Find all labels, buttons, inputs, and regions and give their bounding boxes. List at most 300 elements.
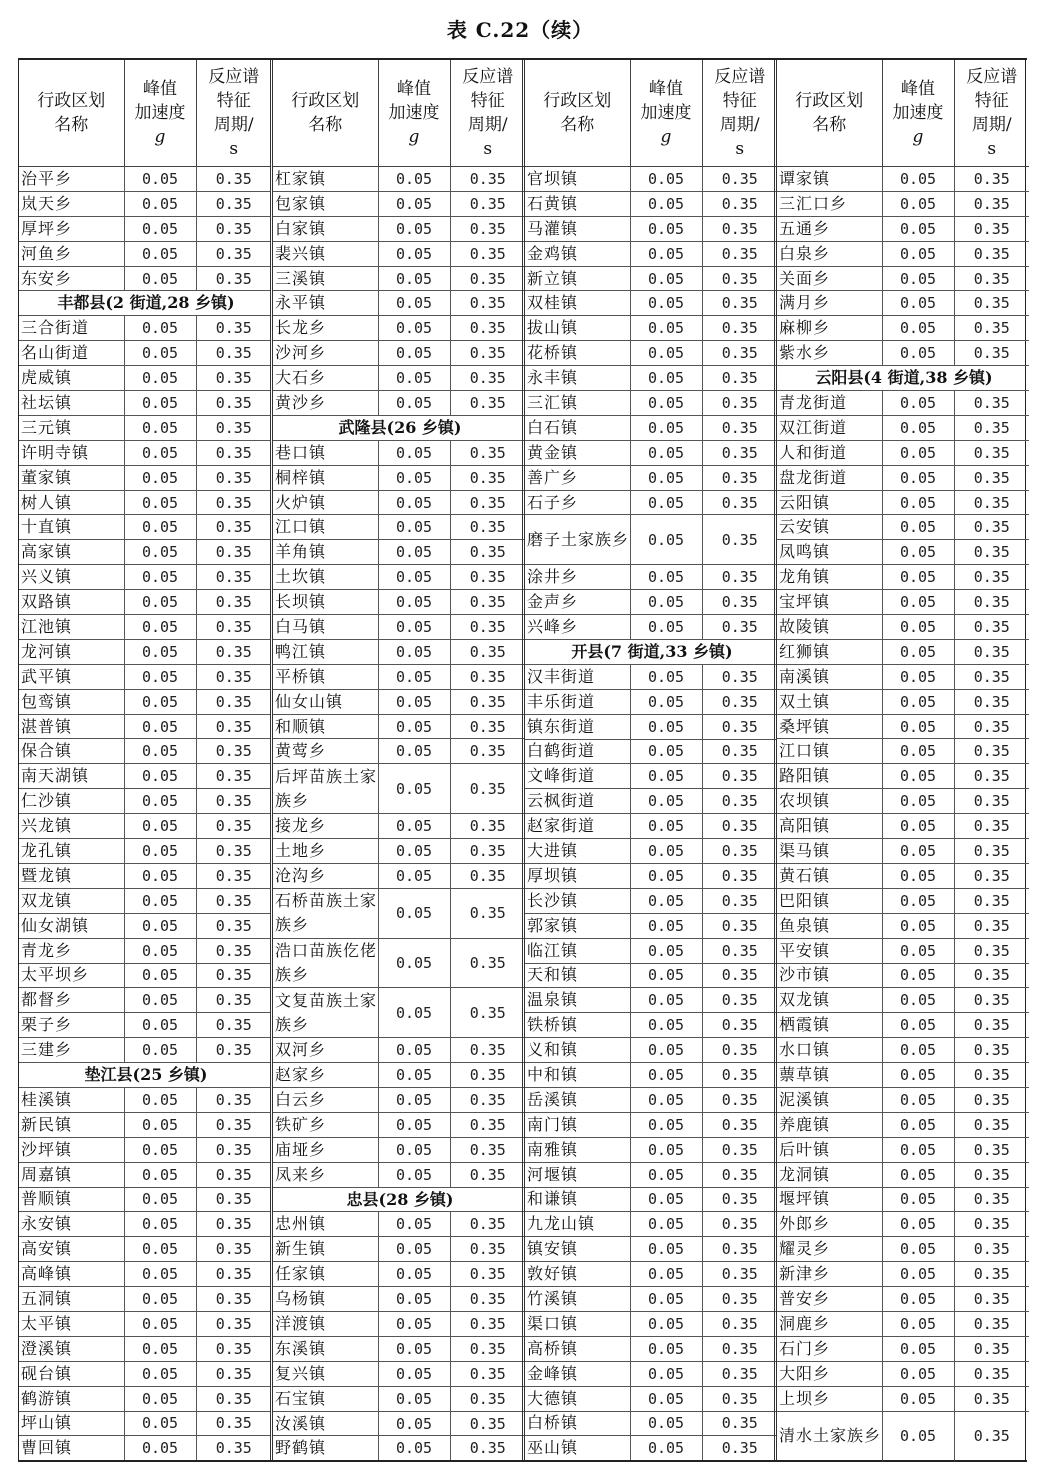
table-row (777, 565, 1029, 590)
characteristic-period: 0.35 (702, 1187, 777, 1212)
division-name: 江池镇 (19, 615, 124, 640)
table-row (273, 241, 525, 266)
header-row (273, 60, 525, 167)
peak-acceleration: 0.05 (630, 1162, 702, 1187)
header-name (19, 60, 124, 167)
peak-acceleration: 0.05 (378, 291, 450, 316)
division-name: 高峰镇 (19, 1262, 124, 1287)
division-name: 湛普镇 (19, 714, 124, 739)
peak-acceleration: 0.05 (378, 764, 450, 814)
header-period-unit: s (483, 139, 493, 159)
table-row (273, 1336, 525, 1361)
peak-acceleration: 0.05 (124, 714, 196, 739)
peak-acceleration: 0.05 (124, 789, 196, 814)
characteristic-period: 0.35 (954, 1287, 1029, 1312)
characteristic-period: 0.35 (196, 739, 271, 764)
peak-acceleration: 0.05 (882, 639, 954, 664)
table-row (273, 1237, 525, 1262)
peak-acceleration: 0.05 (378, 1262, 450, 1287)
characteristic-period: 0.35 (450, 814, 525, 839)
characteristic-period: 0.35 (196, 988, 271, 1013)
table-row (273, 938, 525, 988)
peak-acceleration: 0.05 (124, 764, 196, 789)
peak-acceleration: 0.05 (124, 1386, 196, 1411)
table-row (525, 1187, 777, 1212)
table-row (19, 714, 271, 739)
peak-acceleration: 0.05 (882, 1112, 954, 1137)
characteristic-period: 0.35 (702, 689, 777, 714)
table-row (273, 1361, 525, 1386)
peak-acceleration: 0.05 (630, 167, 702, 192)
table-row (273, 291, 525, 316)
header-period-text: 周期/ (467, 115, 508, 135)
table-row (273, 839, 525, 864)
table-row (525, 1137, 777, 1162)
characteristic-period: 0.35 (450, 1336, 525, 1361)
table-row (777, 415, 1029, 440)
characteristic-period: 0.35 (450, 465, 525, 490)
division-name: 十直镇 (19, 515, 124, 540)
table-row (777, 1336, 1029, 1361)
characteristic-period: 0.35 (196, 1237, 271, 1262)
table-row (273, 391, 525, 416)
peak-acceleration: 0.05 (124, 888, 196, 913)
characteristic-period: 0.35 (450, 565, 525, 590)
peak-acceleration: 0.05 (882, 1237, 954, 1262)
characteristic-period: 0.35 (196, 1386, 271, 1411)
header-period-text: 反应谱 (966, 67, 1018, 87)
peak-acceleration: 0.05 (882, 1336, 954, 1361)
peak-acceleration: 0.05 (378, 1112, 450, 1137)
characteristic-period: 0.35 (450, 266, 525, 291)
peak-acceleration: 0.05 (630, 1013, 702, 1038)
characteristic-period: 0.35 (450, 1162, 525, 1187)
peak-acceleration: 0.05 (882, 913, 954, 938)
division-name: 乌杨镇 (273, 1287, 378, 1312)
peak-acceleration: 0.05 (630, 490, 702, 515)
peak-acceleration: 0.05 (378, 1137, 450, 1162)
division-name: 洋渡镇 (273, 1312, 378, 1337)
characteristic-period: 0.35 (450, 639, 525, 664)
division-name: 新立镇 (525, 266, 630, 291)
peak-acceleration: 0.05 (630, 341, 702, 366)
division-name: 渠口镇 (525, 1311, 630, 1336)
characteristic-period: 0.35 (196, 814, 271, 839)
peak-acceleration: 0.05 (124, 814, 196, 839)
peak-acceleration: 0.05 (378, 241, 450, 266)
peak-acceleration: 0.05 (882, 1162, 954, 1187)
county-header-row (19, 1063, 271, 1088)
header-period-text: 特征 (470, 91, 505, 111)
characteristic-period: 0.35 (450, 191, 525, 216)
characteristic-period: 0.35 (954, 839, 1029, 864)
division-name: 外郎乡 (777, 1212, 882, 1237)
peak-acceleration: 0.05 (630, 963, 702, 988)
header-pga-unit: g (154, 127, 166, 147)
peak-acceleration: 0.05 (378, 465, 450, 490)
header-pga (630, 60, 702, 167)
table-row (19, 440, 271, 465)
table-row (19, 191, 271, 216)
characteristic-period: 0.35 (954, 814, 1029, 839)
table-row (777, 515, 1029, 540)
division-name: 中和镇 (525, 1063, 630, 1088)
peak-acceleration: 0.05 (378, 1436, 450, 1460)
characteristic-period: 0.35 (954, 1386, 1029, 1411)
characteristic-period: 0.35 (702, 913, 777, 938)
characteristic-period: 0.35 (196, 590, 271, 615)
county-header-row (525, 639, 777, 664)
characteristic-period: 0.35 (450, 1262, 525, 1287)
division-name: 九龙山镇 (525, 1212, 630, 1237)
table-row (525, 863, 777, 888)
peak-acceleration: 0.05 (630, 216, 702, 241)
table-row (777, 341, 1029, 366)
characteristic-period: 0.35 (450, 167, 525, 192)
division-name: 黄石镇 (777, 863, 882, 888)
characteristic-period: 0.35 (954, 988, 1029, 1013)
peak-acceleration: 0.05 (124, 515, 196, 540)
peak-acceleration: 0.05 (124, 1162, 196, 1187)
table-row (777, 241, 1029, 266)
division-name: 董家镇 (19, 465, 124, 490)
division-name: 水口镇 (777, 1038, 882, 1063)
table-row (525, 963, 777, 988)
table-row (19, 590, 271, 615)
characteristic-period: 0.35 (954, 888, 1029, 913)
characteristic-period: 0.35 (702, 1336, 777, 1361)
peak-acceleration: 0.05 (882, 1187, 954, 1212)
characteristic-period: 0.35 (954, 1212, 1029, 1237)
characteristic-period: 0.35 (450, 590, 525, 615)
table-row (777, 291, 1029, 316)
header-period-text: 反应谱 (714, 67, 766, 87)
table-row (777, 814, 1029, 839)
table-row (777, 689, 1029, 714)
table-panel-4 (774, 60, 1026, 1460)
peak-acceleration: 0.05 (124, 938, 196, 963)
table-row (273, 191, 525, 216)
table-row (777, 764, 1029, 789)
division-name: 岚天乡 (19, 191, 124, 216)
table-row (525, 565, 777, 590)
characteristic-period: 0.35 (196, 1038, 271, 1063)
table-row (273, 565, 525, 590)
peak-acceleration: 0.05 (882, 1013, 954, 1038)
division-name: 高家镇 (19, 540, 124, 565)
peak-acceleration: 0.05 (630, 764, 702, 789)
peak-acceleration: 0.05 (882, 465, 954, 490)
table-row (273, 764, 525, 814)
division-name: 白家镇 (273, 216, 378, 241)
division-name: 仙女山镇 (273, 689, 378, 714)
characteristic-period: 0.35 (196, 415, 271, 440)
division-name: 武平镇 (19, 664, 124, 689)
peak-acceleration: 0.05 (378, 1312, 450, 1337)
peak-acceleration: 0.05 (124, 341, 196, 366)
table-row (525, 1162, 777, 1187)
table-row (273, 540, 525, 565)
characteristic-period: 0.35 (450, 316, 525, 341)
table-row (525, 391, 777, 416)
division-name: 马灌镇 (525, 216, 630, 241)
peak-acceleration: 0.05 (882, 1087, 954, 1112)
characteristic-period: 0.35 (954, 241, 1029, 266)
characteristic-period: 0.35 (196, 341, 271, 366)
characteristic-period: 0.35 (196, 1311, 271, 1336)
peak-acceleration: 0.05 (124, 565, 196, 590)
table-row (525, 415, 777, 440)
table-row (273, 1262, 525, 1287)
table-row (273, 1088, 525, 1113)
peak-acceleration: 0.05 (124, 1311, 196, 1336)
peak-acceleration: 0.05 (630, 565, 702, 590)
division-name: 周嘉镇 (19, 1162, 124, 1187)
characteristic-period: 0.35 (450, 540, 525, 565)
peak-acceleration: 0.05 (124, 1436, 196, 1460)
division-name: 长龙乡 (273, 316, 378, 341)
characteristic-period: 0.35 (196, 515, 271, 540)
characteristic-period: 0.35 (450, 241, 525, 266)
division-name: 坪山镇 (19, 1411, 124, 1436)
characteristic-period: 0.35 (196, 490, 271, 515)
table-row (273, 167, 525, 192)
table-row (525, 191, 777, 216)
division-name: 义和镇 (525, 1038, 630, 1063)
header-period-text: 周期/ (719, 115, 760, 135)
peak-acceleration: 0.05 (124, 415, 196, 440)
table-row (19, 540, 271, 565)
characteristic-period: 0.35 (954, 764, 1029, 789)
header-period-text: 周期/ (213, 115, 254, 135)
peak-acceleration: 0.05 (124, 540, 196, 565)
header-name-text: 名称 (560, 115, 595, 135)
peak-acceleration: 0.05 (378, 814, 450, 839)
peak-acceleration: 0.05 (882, 590, 954, 615)
division-name: 和顺镇 (273, 714, 378, 739)
header-pga-unit: g (660, 127, 672, 147)
peak-acceleration: 0.05 (124, 590, 196, 615)
header-name-text: 行政区划 (291, 91, 360, 111)
table-row (273, 440, 525, 465)
characteristic-period: 0.35 (702, 714, 777, 739)
header-pga-text: 加速度 (388, 103, 440, 123)
table-row (525, 1112, 777, 1137)
peak-acceleration: 0.05 (882, 814, 954, 839)
peak-acceleration: 0.05 (378, 191, 450, 216)
header-pga-unit: g (912, 127, 924, 147)
header-name (777, 60, 882, 167)
peak-acceleration: 0.05 (882, 714, 954, 739)
table-row (19, 1336, 271, 1361)
division-name: 青龙乡 (19, 938, 124, 963)
division-name: 沙坪镇 (19, 1137, 124, 1162)
peak-acceleration: 0.05 (124, 216, 196, 241)
characteristic-period: 0.35 (196, 1411, 271, 1436)
division-name: 镇东街道 (525, 714, 630, 739)
division-name: 砚台镇 (19, 1361, 124, 1386)
table-row (525, 341, 777, 366)
characteristic-period: 0.35 (954, 1137, 1029, 1162)
division-name: 白桥镇 (525, 1411, 630, 1436)
table-row (525, 1436, 777, 1460)
division-name: 云安镇 (777, 515, 882, 540)
table-row (525, 888, 777, 913)
table-row (19, 963, 271, 988)
peak-acceleration: 0.05 (630, 1311, 702, 1336)
characteristic-period: 0.35 (954, 1336, 1029, 1361)
division-name: 兴峰乡 (525, 615, 630, 640)
seismic-parameter-table (18, 58, 1027, 1462)
table-row (525, 1038, 777, 1063)
peak-acceleration: 0.05 (378, 391, 450, 416)
characteristic-period: 0.35 (702, 490, 777, 515)
table-row (777, 167, 1029, 192)
characteristic-period: 0.35 (954, 913, 1029, 938)
characteristic-period: 0.35 (954, 590, 1029, 615)
table-row (19, 863, 271, 888)
table-row (777, 465, 1029, 490)
table-row (19, 1411, 271, 1436)
peak-acceleration: 0.05 (630, 1063, 702, 1088)
division-name: 高安镇 (19, 1237, 124, 1262)
table-row (777, 639, 1029, 664)
characteristic-period: 0.35 (702, 1287, 777, 1312)
characteristic-period: 0.35 (702, 216, 777, 241)
division-name: 包家镇 (273, 191, 378, 216)
division-name: 黄沙乡 (273, 391, 378, 416)
table-row (19, 1311, 271, 1336)
table-row (777, 1386, 1029, 1411)
table-row (19, 266, 271, 291)
division-name: 满月乡 (777, 291, 882, 316)
characteristic-period: 0.35 (954, 1112, 1029, 1137)
table-row (273, 515, 525, 540)
header-name-text: 名称 (812, 115, 847, 135)
division-name: 铁矿乡 (273, 1112, 378, 1137)
table-row (273, 639, 525, 664)
peak-acceleration: 0.05 (630, 590, 702, 615)
division-name: 南溪镇 (777, 664, 882, 689)
characteristic-period: 0.35 (196, 1287, 271, 1312)
peak-acceleration: 0.05 (378, 266, 450, 291)
division-name: 桂溪镇 (19, 1087, 124, 1112)
characteristic-period: 0.35 (450, 863, 525, 888)
characteristic-period: 0.35 (450, 1112, 525, 1137)
peak-acceleration: 0.05 (882, 963, 954, 988)
peak-acceleration: 0.05 (630, 1087, 702, 1112)
table-row (525, 515, 777, 565)
division-name: 赵家街道 (525, 814, 630, 839)
table-row (777, 615, 1029, 640)
division-name: 临江镇 (525, 938, 630, 963)
table-row (777, 391, 1029, 416)
table-row (273, 739, 525, 764)
table-row (777, 316, 1029, 341)
characteristic-period: 0.35 (702, 515, 777, 565)
county-header-row (273, 1187, 525, 1212)
table-row (525, 1311, 777, 1336)
division-name: 澄溪镇 (19, 1336, 124, 1361)
division-name: 栗子乡 (19, 1013, 124, 1038)
characteristic-period: 0.35 (954, 316, 1029, 341)
table-row (19, 1386, 271, 1411)
characteristic-period: 0.35 (702, 938, 777, 963)
division-name: 许明寺镇 (19, 440, 124, 465)
peak-acceleration: 0.05 (378, 341, 450, 366)
division-name: 土地乡 (273, 839, 378, 864)
peak-acceleration: 0.05 (882, 1063, 954, 1088)
peak-acceleration: 0.05 (630, 789, 702, 814)
characteristic-period: 0.35 (702, 1038, 777, 1063)
table-row (19, 1162, 271, 1187)
table-row (19, 764, 271, 789)
characteristic-period: 0.35 (702, 1112, 777, 1137)
county-header-row (777, 366, 1029, 391)
division-name: 洞鹿乡 (777, 1311, 882, 1336)
division-name: 树人镇 (19, 490, 124, 515)
peak-acceleration: 0.05 (882, 191, 954, 216)
peak-acceleration: 0.05 (124, 191, 196, 216)
table-row (777, 1361, 1029, 1386)
table-row (273, 1212, 525, 1237)
table-row (777, 1411, 1029, 1461)
table-row (777, 490, 1029, 515)
peak-acceleration: 0.05 (882, 167, 954, 192)
header-pga-text: 峰值 (649, 79, 683, 99)
table-row (19, 615, 271, 640)
division-name: 名山街道 (19, 341, 124, 366)
table-row (273, 1386, 525, 1411)
peak-acceleration: 0.05 (124, 739, 196, 764)
division-name: 云枫街道 (525, 789, 630, 814)
table-row (19, 415, 271, 440)
characteristic-period: 0.35 (196, 689, 271, 714)
division-name: 三汇镇 (525, 391, 630, 416)
characteristic-period: 0.35 (450, 1212, 525, 1237)
table-row (273, 1162, 525, 1187)
division-name: 岳溪镇 (525, 1087, 630, 1112)
division-name: 龙角镇 (777, 565, 882, 590)
peak-acceleration: 0.05 (882, 789, 954, 814)
division-name: 故陵镇 (777, 615, 882, 640)
division-name: 江口镇 (777, 739, 882, 764)
table-row (19, 565, 271, 590)
division-name: 沙河乡 (273, 341, 378, 366)
table-row (273, 1287, 525, 1312)
characteristic-period: 0.35 (450, 1287, 525, 1312)
division-name: 虎威镇 (19, 366, 124, 391)
peak-acceleration: 0.05 (378, 490, 450, 515)
county-name: 忠县(28 乡镇) (273, 1187, 525, 1212)
characteristic-period: 0.35 (450, 1386, 525, 1411)
division-name: 长坝镇 (273, 590, 378, 615)
table-row (273, 863, 525, 888)
peak-acceleration: 0.05 (882, 316, 954, 341)
characteristic-period: 0.35 (954, 216, 1029, 241)
characteristic-period: 0.35 (702, 1063, 777, 1088)
characteristic-period: 0.35 (702, 664, 777, 689)
division-name: 杠家镇 (273, 167, 378, 192)
division-name: 白石镇 (525, 415, 630, 440)
table-row (19, 739, 271, 764)
peak-acceleration: 0.05 (882, 888, 954, 913)
characteristic-period: 0.35 (450, 1436, 525, 1460)
characteristic-period: 0.35 (450, 291, 525, 316)
header-period-text: 反应谱 (462, 67, 514, 87)
peak-acceleration: 0.05 (630, 1137, 702, 1162)
peak-acceleration: 0.05 (378, 639, 450, 664)
